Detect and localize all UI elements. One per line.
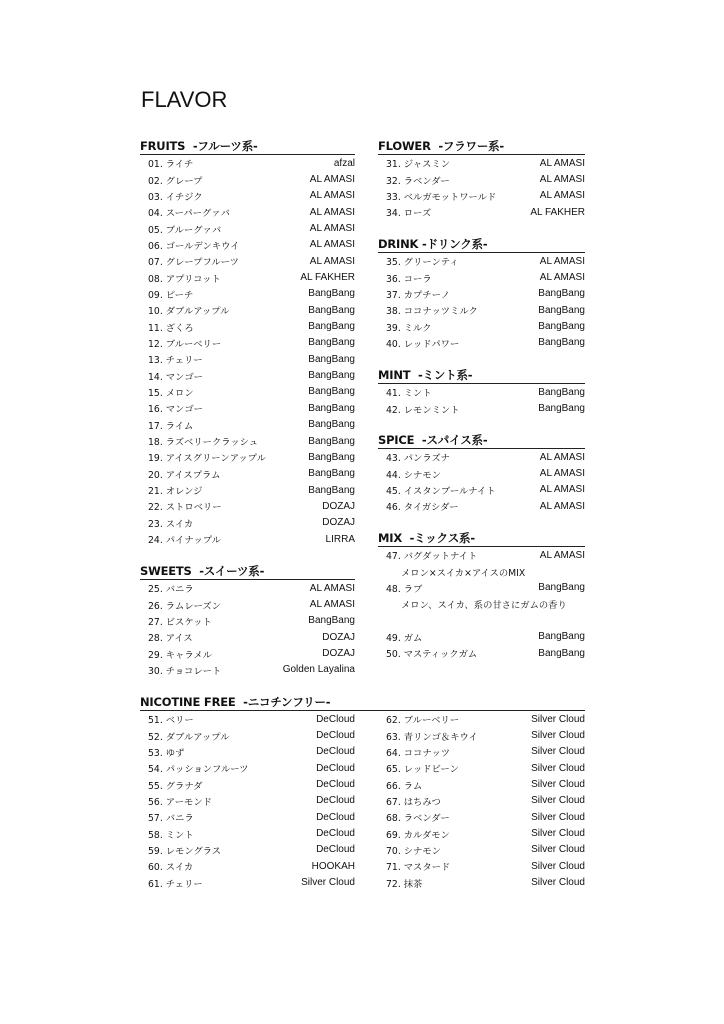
- flavor-name: 35. グリーンティ: [386, 257, 459, 269]
- flavor-name: 44. シナモン: [386, 469, 441, 481]
- list-item: [378, 760, 585, 776]
- brand-name: BangBang: [308, 615, 355, 627]
- list-item: [140, 171, 355, 187]
- flavor-name: 32. ラベンダー: [386, 175, 450, 187]
- list-item: [140, 237, 355, 253]
- flavor-name: 46. タイガシダー: [386, 502, 459, 514]
- list-item: [140, 645, 355, 661]
- brand-name: AL AMASI: [539, 468, 585, 480]
- brand-name: DOZAJ: [322, 500, 355, 512]
- brand-name: AL AMASI: [539, 174, 585, 186]
- flavor-name: 49. ガム: [386, 632, 423, 644]
- flavor-name: 20. アイスプラム: [148, 469, 221, 481]
- brand-name: BangBang: [538, 321, 585, 333]
- brand-name: BangBang: [308, 370, 355, 382]
- flavor-name: 62. ブルーベリー: [386, 715, 460, 727]
- list-item: [378, 171, 585, 187]
- brand-name: BangBang: [538, 403, 585, 415]
- flavor-name: 41. ミント: [386, 388, 432, 400]
- list-item: [140, 318, 355, 334]
- list-item: [378, 286, 585, 302]
- list-item: [378, 449, 585, 465]
- nicotine-free-left-list: [140, 711, 355, 891]
- list-item: [378, 809, 585, 825]
- flavor-name: 12. ブルーベリー: [148, 338, 222, 350]
- list-item: [378, 465, 585, 481]
- section-heading: SPICE -スパイス系-: [378, 433, 585, 449]
- brand-name: Silver Cloud: [301, 877, 355, 889]
- section-heading: SWEETS -スイーツ系-: [140, 564, 355, 580]
- list-item: [378, 188, 585, 204]
- flavor-name: 42. レモンミント: [386, 404, 460, 416]
- list-item: [140, 874, 355, 890]
- brand-name: DeCloud: [316, 828, 355, 840]
- flavor-name: 59. レモングラス: [148, 845, 222, 857]
- flavor-name: 30. チョコレート: [148, 665, 222, 677]
- list-item: [378, 727, 585, 743]
- list-item: [378, 825, 585, 841]
- list-item: [378, 874, 585, 890]
- list-item: [140, 498, 355, 514]
- section-spice: [378, 433, 585, 514]
- flavor-name: 68. ラベンダー: [386, 813, 450, 825]
- flavor-name: 24. パイナップル: [148, 535, 221, 547]
- flavor-name: 18. ラズベリークラッシュ: [148, 437, 259, 449]
- list-item: [140, 744, 355, 760]
- list-item: [140, 204, 355, 220]
- list-item: [378, 498, 585, 514]
- section-drink: [378, 237, 585, 351]
- flavor-name: 23. スイカ: [148, 518, 194, 530]
- flavor-name: 40. レッドパワー: [386, 338, 460, 350]
- flavor-name: 58. ミント: [148, 829, 194, 841]
- section-fruits: [140, 139, 355, 547]
- list-item: [378, 302, 585, 318]
- list-item: [140, 580, 355, 596]
- list-item: [140, 220, 355, 236]
- section-sweets: [140, 564, 355, 678]
- flavor-name: 02. グレープ: [148, 175, 203, 187]
- flavor-name: 14. マンゴー: [148, 371, 203, 383]
- list-item: [378, 744, 585, 760]
- list-item: [140, 335, 355, 351]
- flavor-name: 36. コーラ: [386, 273, 432, 285]
- flavor-name: 47. バグダットナイト: [386, 551, 478, 563]
- brand-name: AL FAKHER: [530, 206, 585, 218]
- brand-name: Silver Cloud: [531, 811, 585, 823]
- brand-name: DeCloud: [316, 746, 355, 758]
- list-item: [378, 776, 585, 792]
- flavor-name: 43. パンラズナ: [386, 453, 450, 465]
- brand-name: BangBang: [308, 435, 355, 447]
- list-item: [378, 842, 585, 858]
- list-item: [140, 466, 355, 482]
- brand-name: BangBang: [308, 402, 355, 414]
- list-item: [140, 793, 355, 809]
- flavor-name: 56. アーモンド: [148, 796, 212, 808]
- list-item: [140, 858, 355, 874]
- flavor-name: 60. スイカ: [148, 862, 194, 874]
- flavor-name: 03. イチジク: [148, 191, 203, 203]
- brand-name: Silver Cloud: [531, 746, 585, 758]
- brand-name: AL AMASI: [539, 500, 585, 512]
- brand-name: Silver Cloud: [531, 730, 585, 742]
- list-item: [140, 188, 355, 204]
- brand-name: AL AMASI: [309, 255, 355, 267]
- brand-name: DeCloud: [316, 730, 355, 742]
- section-heading: DRINK -ドリンク系-: [378, 237, 585, 253]
- brand-name: AL AMASI: [309, 239, 355, 251]
- brand-name: DOZAJ: [322, 631, 355, 643]
- flavor-name: 51. ベリー: [148, 715, 194, 727]
- flavor-name: 19. アイスグリーンアップル: [148, 453, 266, 465]
- section-heading: FRUITS -フルーツ系-: [140, 139, 355, 155]
- list-item: [140, 711, 355, 727]
- flavor-name: 09. ピーチ: [148, 289, 194, 301]
- list-item: [378, 318, 585, 334]
- list-item: [378, 204, 585, 220]
- section-flower: [378, 139, 585, 220]
- brand-name: AL AMASI: [539, 255, 585, 267]
- list-item: [140, 596, 355, 612]
- flavor-name: 37. カプチーノ: [386, 289, 451, 301]
- brand-name: BangBang: [538, 288, 585, 300]
- brand-name: DeCloud: [316, 762, 355, 774]
- brand-name: AL AMASI: [539, 451, 585, 463]
- flavor-name: 45. イスタンブールナイト: [386, 485, 496, 497]
- flavor-name: 21. オレンジ: [148, 486, 203, 498]
- brand-name: BangBang: [308, 304, 355, 316]
- flavor-name: 33. ベルガモットワールド: [386, 191, 497, 203]
- flavor-name: 50. マスティックガム: [386, 649, 478, 661]
- brand-name: BangBang: [538, 631, 585, 643]
- spacer: [378, 612, 585, 628]
- brand-name: BangBang: [538, 337, 585, 349]
- flavor-name: 57. バニラ: [148, 813, 194, 825]
- brand-name: BangBang: [308, 419, 355, 431]
- list-item: [140, 253, 355, 269]
- list-item: [378, 269, 585, 285]
- flavor-name: 39. ミルク: [386, 322, 432, 334]
- brand-name: BangBang: [308, 337, 355, 349]
- flavor-name: 61. チェリー: [148, 878, 203, 890]
- brand-name: Silver Cloud: [531, 795, 585, 807]
- section-heading: FLOWER -フラワー系-: [378, 139, 585, 155]
- brand-name: BangBang: [308, 353, 355, 365]
- flavor-name: 17. ライム: [148, 420, 194, 432]
- brand-name: AL FAKHER: [300, 272, 355, 284]
- brand-name: BangBang: [538, 647, 585, 659]
- flavor-name: 16. マンゴー: [148, 404, 203, 416]
- list-item: [378, 400, 585, 416]
- list-item: [140, 367, 355, 383]
- flavor-name: 04. スーパーグァバ: [148, 208, 230, 220]
- list-item: [140, 760, 355, 776]
- flavor-name: 71. マスタード: [386, 862, 451, 874]
- flavor-name: 10. ダブルアップル: [148, 306, 230, 318]
- brand-name: Silver Cloud: [531, 828, 585, 840]
- list-item: [378, 858, 585, 874]
- list-item: [378, 253, 585, 269]
- brand-name: AL AMASI: [539, 484, 585, 496]
- flavor-name: 66. ラム: [386, 780, 423, 792]
- flavor-name: 05. ブルーグァバ: [148, 224, 222, 236]
- flavor-name: 11. ざくろ: [148, 322, 194, 334]
- brand-name: DeCloud: [316, 795, 355, 807]
- list-item: [140, 269, 355, 285]
- list-item: [140, 351, 355, 367]
- flavor-name: 08. アプリコット: [148, 273, 221, 285]
- section-heading: MIX -ミックス系-: [378, 531, 585, 547]
- flavor-name: 65. レッドビーン: [386, 764, 459, 776]
- flavor-name: 72. 抹茶: [386, 878, 423, 890]
- list-item: [140, 302, 355, 318]
- brand-name: BangBang: [308, 288, 355, 300]
- brand-name: afzal: [333, 157, 355, 169]
- list-item: [378, 629, 585, 645]
- list-item: [378, 793, 585, 809]
- list-item: [140, 155, 355, 171]
- brand-name: Silver Cloud: [531, 844, 585, 856]
- flavor-name: 22. ストロベリー: [148, 502, 222, 514]
- section-mix: [378, 531, 585, 661]
- brand-name: AL AMASI: [309, 190, 355, 202]
- brand-name: Silver Cloud: [531, 779, 585, 791]
- list-item: [378, 384, 585, 400]
- brand-name: AL AMASI: [539, 549, 585, 561]
- flavor-name: 13. チェリー: [148, 355, 203, 367]
- brand-name: DeCloud: [316, 811, 355, 823]
- brand-name: AL AMASI: [309, 174, 355, 186]
- list-item: [140, 449, 355, 465]
- list-item: [140, 776, 355, 792]
- flavor-name: 28. アイス: [148, 633, 193, 645]
- list-item: [140, 515, 355, 531]
- flavor-name: 54. パッションフルーツ: [148, 764, 249, 776]
- flavor-note: メロン×スイカ×アイスのMIX: [401, 567, 526, 579]
- list-item: [378, 482, 585, 498]
- flavor-name: 53. ゆず: [148, 747, 185, 759]
- flavor-name: 01. ライチ: [148, 159, 194, 171]
- brand-name: AL AMASI: [309, 582, 355, 594]
- list-item: [378, 580, 585, 596]
- brand-name: DeCloud: [316, 844, 355, 856]
- brand-name: AL AMASI: [309, 599, 355, 611]
- list-item: [140, 613, 355, 629]
- brand-name: BangBang: [308, 451, 355, 463]
- flavor-name: 69. カルダモン: [386, 829, 450, 841]
- flavor-name: 38. ココナッツミルク: [386, 306, 478, 318]
- list-item: [378, 711, 585, 727]
- brand-name: Golden Layalina: [282, 664, 355, 676]
- brand-name: BangBang: [308, 386, 355, 398]
- flavor-name: 55. グラナダ: [148, 780, 203, 792]
- flavor-name: 06. ゴールデンキウイ: [148, 240, 240, 252]
- list-item: [140, 384, 355, 400]
- brand-name: BangBang: [538, 386, 585, 398]
- list-item: [378, 335, 585, 351]
- flavor-name: 48. ラブ: [386, 583, 423, 595]
- brand-name: BangBang: [308, 321, 355, 333]
- brand-name: AL AMASI: [309, 206, 355, 218]
- brand-name: DeCloud: [316, 713, 355, 725]
- brand-name: AL AMASI: [309, 223, 355, 235]
- list-item: [140, 433, 355, 449]
- brand-name: Silver Cloud: [531, 762, 585, 774]
- flavor-name: 70. シナモン: [386, 845, 441, 857]
- flavor-note: メロン、スイカ、系の甘さにガムの香り: [401, 600, 567, 612]
- list-item: [140, 842, 355, 858]
- list-item: [140, 482, 355, 498]
- list-item: [140, 417, 355, 433]
- list-item: [140, 825, 355, 841]
- flavor-name: 63. 青リンゴ＆キウイ: [386, 731, 478, 743]
- list-item: [140, 286, 355, 302]
- brand-name: BangBang: [308, 468, 355, 480]
- flavor-name: 29. キャラメル: [148, 649, 212, 661]
- brand-name: LIRRA: [325, 533, 355, 545]
- brand-name: Silver Cloud: [531, 860, 585, 872]
- brand-name: AL AMASI: [539, 272, 585, 284]
- brand-name: AL AMASI: [539, 190, 585, 202]
- brand-name: BangBang: [538, 304, 585, 316]
- flavor-name: 26. ラムレーズン: [148, 600, 221, 612]
- brand-name: DOZAJ: [322, 517, 355, 529]
- brand-name: AL AMASI: [539, 157, 585, 169]
- flavor-name: 07. グレープフルーツ: [148, 257, 239, 269]
- flavor-name: 15. メロン: [148, 387, 194, 399]
- flavor-name: 34. ローズ: [386, 208, 432, 220]
- brand-name: DeCloud: [316, 779, 355, 791]
- flavor-name: 67. はちみつ: [386, 796, 441, 808]
- flavor-name: 27. ビスケット: [148, 616, 212, 628]
- page-title: FLAVOR: [141, 87, 228, 112]
- list-item: [378, 547, 585, 563]
- list-item: [140, 629, 355, 645]
- brand-name: BangBang: [538, 582, 585, 594]
- list-item: [140, 400, 355, 416]
- flavor-name: 25. バニラ: [148, 584, 194, 596]
- section-mint: [378, 368, 585, 417]
- flavor-name: 64. ココナッツ: [386, 747, 451, 759]
- brand-name: Silver Cloud: [531, 877, 585, 889]
- section-heading-nicotine-free: NICOTINE FREE -ニコチンフリー-: [140, 695, 585, 711]
- brand-name: BangBang: [308, 484, 355, 496]
- brand-name: DOZAJ: [322, 648, 355, 660]
- list-item: [378, 155, 585, 171]
- list-item: [140, 809, 355, 825]
- flavor-name: 31. ジャスミン: [386, 159, 451, 171]
- brand-name: HOOKAH: [311, 860, 355, 872]
- list-item: [378, 645, 585, 661]
- flavor-name: 52. ダブルアップル: [148, 731, 230, 743]
- section-heading: MINT -ミント系-: [378, 368, 585, 384]
- list-item: [140, 531, 355, 547]
- nicotine-free-right-list: [378, 711, 585, 891]
- list-item: [140, 662, 355, 678]
- list-item: [140, 727, 355, 743]
- brand-name: Silver Cloud: [531, 713, 585, 725]
